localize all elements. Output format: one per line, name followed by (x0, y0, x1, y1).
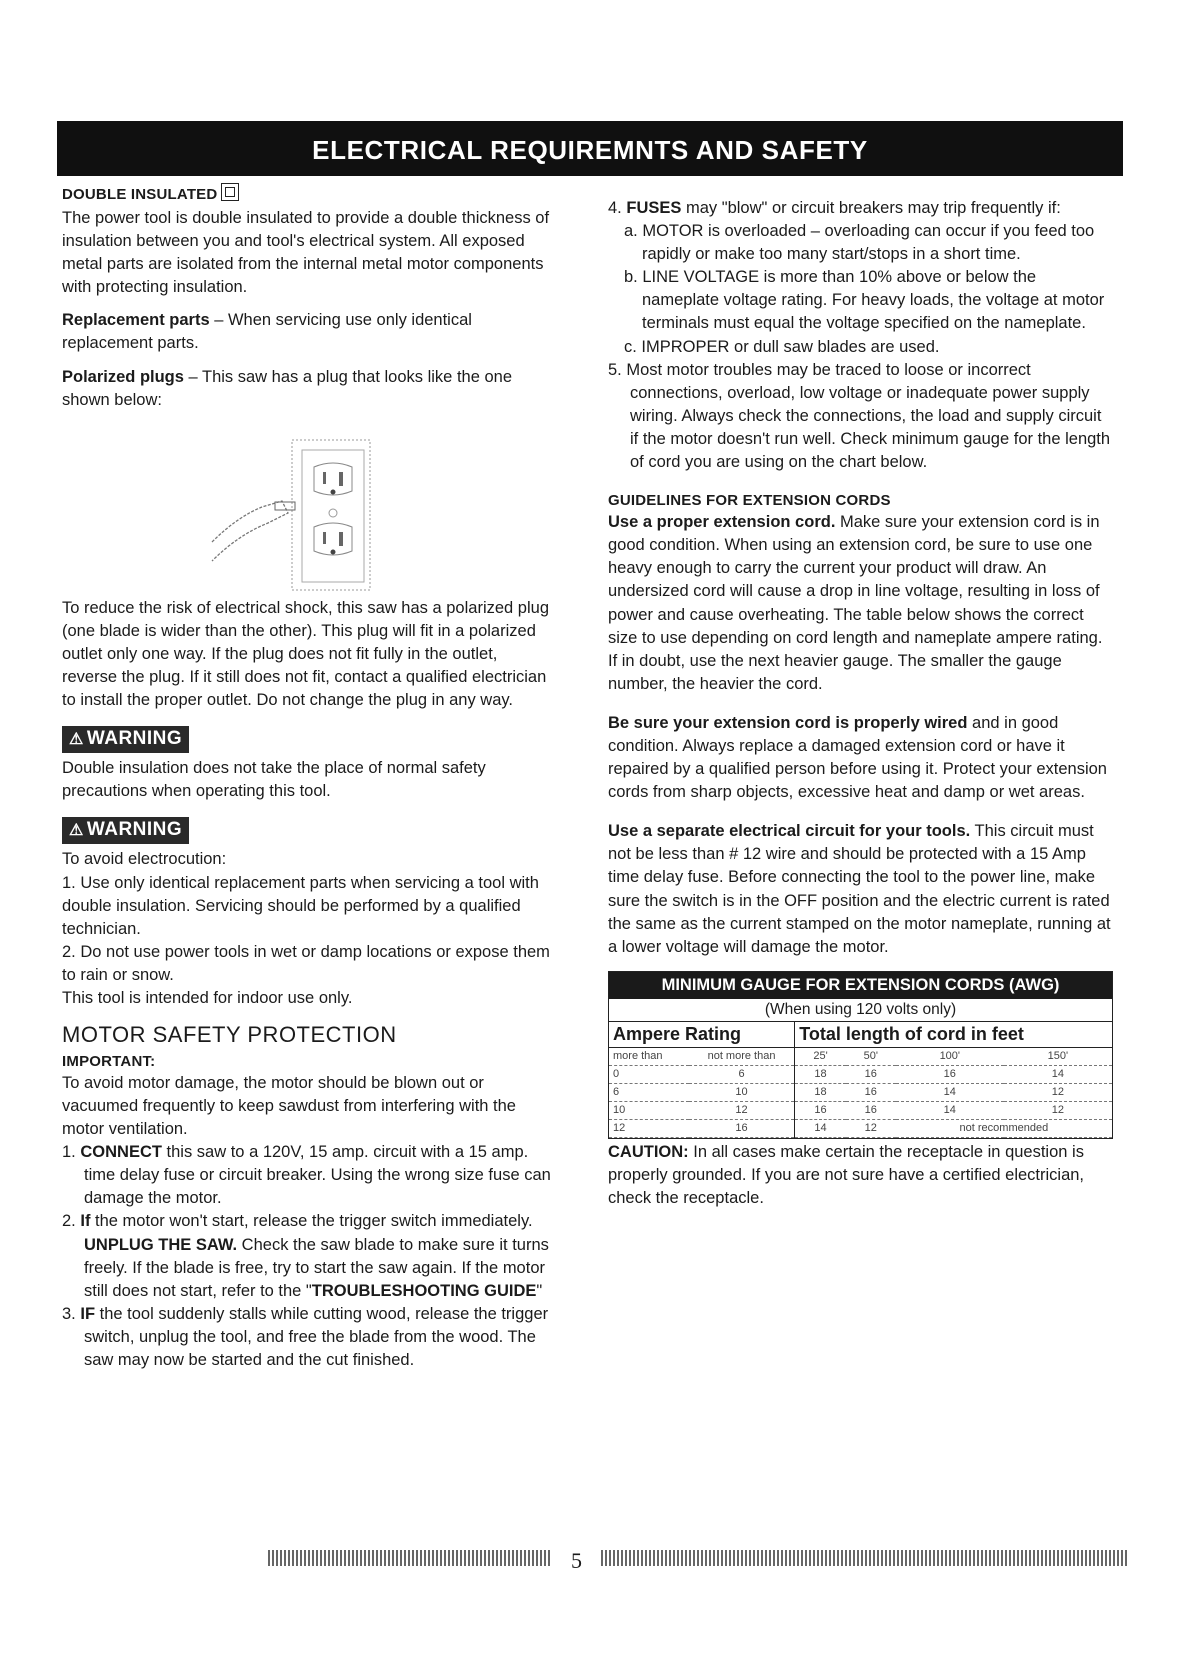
col-100ft: 100' (896, 1047, 1004, 1065)
table-cell: 16 (846, 1101, 896, 1119)
motor-intro: To avoid motor damage, the motor should be blown out or vacuumed frequently to keep sawdust from interfering with the motor ventilation. (62, 1073, 516, 1139)
table-cell: 12 (1004, 1101, 1112, 1119)
motor-item-1: 1. CONNECT this saw to a 120V, 15 amp. circuit with a 15 amp. time delay fuse or circuit breaker. Using the wrong size fuse can damage the motor. (62, 1143, 551, 1208)
warning-1-text: Double insulation does not take the place of normal safety precautions when operating this tool. (62, 759, 486, 801)
warning-label-1: ⚠ WARNING (62, 726, 189, 753)
table-cell: 16 (896, 1065, 1004, 1083)
motor-item-2: 2. If the motor won't start, release the trigger switch immediately. UNPLUG THE SAW. Check the saw blade to make sure it turns freely. If the blade is free, try to start the saw again. If the motor still does not start, refer to the "TROUBLESHOOTING GUIDE" (62, 1212, 549, 1300)
page-footer (268, 1548, 1138, 1573)
table-cell: 16 (795, 1101, 846, 1119)
motor-troubles-item: 5. Most motor troubles may be traced to loose or incorrect connections, overload, low voltage or inadequate power supply wiring. Always check the connections, the load and supply circuit if the motor doesn't run well. Check minimum gauge for the length of cord you are using on the chart below. (608, 360, 1111, 472)
table-cell: 6 (689, 1065, 795, 1083)
warning-2-note: This tool is intended for indoor use only. (62, 988, 353, 1007)
table-cell: 14 (896, 1101, 1004, 1119)
gauge-table (608, 971, 1113, 1139)
gauge-table-grid (609, 1022, 1112, 1138)
table-cell: 12 (689, 1101, 795, 1119)
footer-stripe-right (601, 1550, 1128, 1566)
caution-text: CAUTION: In all cases make certain the receptacle in question is properly grounded. If you are not sure have a certified electrician, check the receptacle. (608, 1142, 1085, 1207)
table-row (609, 1083, 1112, 1101)
table-cell: not recommended (896, 1119, 1112, 1137)
page-banner: ELECTRICAL REQUIREMNTS AND SAFETY (57, 121, 1123, 176)
right-column (608, 197, 1113, 1220)
col-not-more-than: not more than (689, 1047, 795, 1065)
table-cell: 16 (846, 1083, 896, 1101)
important-label: IMPORTANT: (62, 1052, 156, 1070)
warning-2-item-1: 1. Use only identical replacement parts when servicing a tool with double insulation. Servicing should be performed by a qualified technician. (62, 873, 539, 938)
ampere-rating-header: Ampere Rating (609, 1022, 795, 1048)
table-row (609, 1119, 1112, 1137)
left-column (62, 183, 552, 1372)
col-25ft: 25' (795, 1047, 846, 1065)
polarized-explanation: To reduce the risk of electrical shock, this saw has a polarized plug (one blade is wider than the other). This plug will fit in a polarized outlet only one way. If the plug does not fit fully in the outlet, reverse the plug. If it still does not fit, contact a qualified electrician to install the proper outlet. Do not change the plug in any way. (62, 598, 549, 710)
motor-item-3: 3. IF the tool suddenly stalls while cutting wood, release the trigger switch, unplug the tool, and free the blade from the wood. The saw may now be started and the cut finished. (62, 1304, 549, 1369)
table-cell: 6 (609, 1083, 689, 1101)
plug-outlet-illustration (62, 422, 552, 597)
table-cell: 10 (609, 1101, 689, 1119)
table-row (609, 1101, 1112, 1119)
fuses-item-a: a. MOTOR is overloaded – overloading can occur if you feed too rapidly or make too many start/stops in a short time. (624, 222, 1095, 264)
double-insulated-heading: DOUBLE INSULATED (62, 183, 552, 205)
polarized-plugs: Polarized plugs – This saw has a plug that looks like the one shown below: (62, 367, 512, 409)
cord-length-header: Total length of cord in feet (795, 1022, 1112, 1048)
col-more-than: more than (609, 1047, 689, 1065)
warning-2-intro: To avoid electrocution: (62, 850, 227, 869)
motor-safety-title: MOTOR SAFETY PROTECTION (62, 1022, 397, 1048)
footer-stripe-left (268, 1550, 550, 1566)
gauge-table-subheader-row (609, 1047, 1112, 1065)
replacement-parts: Replacement parts – When servicing use only identical replacement parts. (62, 311, 472, 353)
fuses-item-b: b. LINE VOLTAGE is more than 10% above or below the nameplate voltage rating. For heavy loads, the voltage at motor terminals must equal the voltage specified on the nameplate. (624, 268, 1105, 333)
guidelines-heading: GUIDELINES FOR EXTENSION CORDS (608, 492, 891, 510)
guideline-properly-wired: Be sure your extension cord is properly wired and in good condition. Always replace a damaged extension cord or have it repaired by a qualified person before using it. Protect your extension cords from sharp objects, excessive heat and damp or wet areas. (608, 713, 1107, 802)
double-insulated-symbol-icon (221, 183, 239, 201)
gauge-table-subtitle: (When using 120 volts only) (609, 999, 1112, 1022)
table-cell: 0 (609, 1065, 689, 1083)
warning-triangle-icon: ⚠ (69, 822, 84, 840)
table-cell: 16 (846, 1065, 896, 1083)
warning-triangle-icon: ⚠ (69, 731, 84, 749)
table-cell: 14 (1004, 1065, 1112, 1083)
double-insulated-text: The power tool is double insulated to provide a double thickness of insulation between you and tool's electrical system. All exposed metal parts are isolated from the internal metal motor components with protecting insulation. (62, 209, 550, 297)
page-number: 5 (571, 1548, 582, 1573)
warning-label-2: ⚠ WARNING (62, 817, 189, 844)
table-cell: 12 (609, 1119, 689, 1137)
table-cell: 12 (1004, 1083, 1112, 1101)
warning-2-item-2: 2. Do not use power tools in wet or damp locations or expose them to rain or snow. (62, 942, 550, 984)
table-cell: 18 (795, 1065, 846, 1083)
polarized-outlet-icon (62, 422, 552, 597)
gauge-table-title: MINIMUM GAUGE FOR EXTENSION CORDS (AWG) (609, 972, 1112, 999)
col-150ft: 150' (1004, 1047, 1112, 1065)
table-cell: 12 (846, 1119, 896, 1137)
table-cell: 10 (689, 1083, 795, 1101)
fuses-item: 4. FUSES may "blow" or circuit breakers may trip frequently if: (608, 199, 1061, 217)
fuses-item-c: c. IMPROPER or dull saw blades are used. (624, 337, 940, 356)
col-50ft: 50' (846, 1047, 896, 1065)
table-cell: 16 (689, 1119, 795, 1137)
table-row (609, 1065, 1112, 1083)
table-cell: 14 (896, 1083, 1004, 1101)
guideline-proper-cord: Use a proper extension cord. Make sure your extension cord is in good condition. When using an extension cord, be sure to use one heavy enough to carry the current your product will draw. An undersized cord will cause a drop in line voltage, resulting in loss of power and cause overheating. The table below shows the correct size to use depending on cord length and nameplate ampere rating. If in doubt, use the next heavier gauge. The smaller the gauge number, the heavier the cord. (608, 513, 1103, 693)
table-cell: 18 (795, 1083, 846, 1101)
guideline-separate-circuit: Use a separate electrical circuit for your tools. This circuit must not be less than # 12 wire and should be protected with a 15 Amp time delay fuse. Before connecting the tool to the power line, make sure the switch is in the OFF position and the electric current is rated the same as the current stamped on the motor nameplate, running at a lower voltage will damage the motor. (608, 822, 1111, 956)
table-cell: 14 (795, 1119, 846, 1137)
warning-2-block (62, 848, 552, 1010)
gauge-table-header-row (609, 1022, 1112, 1048)
